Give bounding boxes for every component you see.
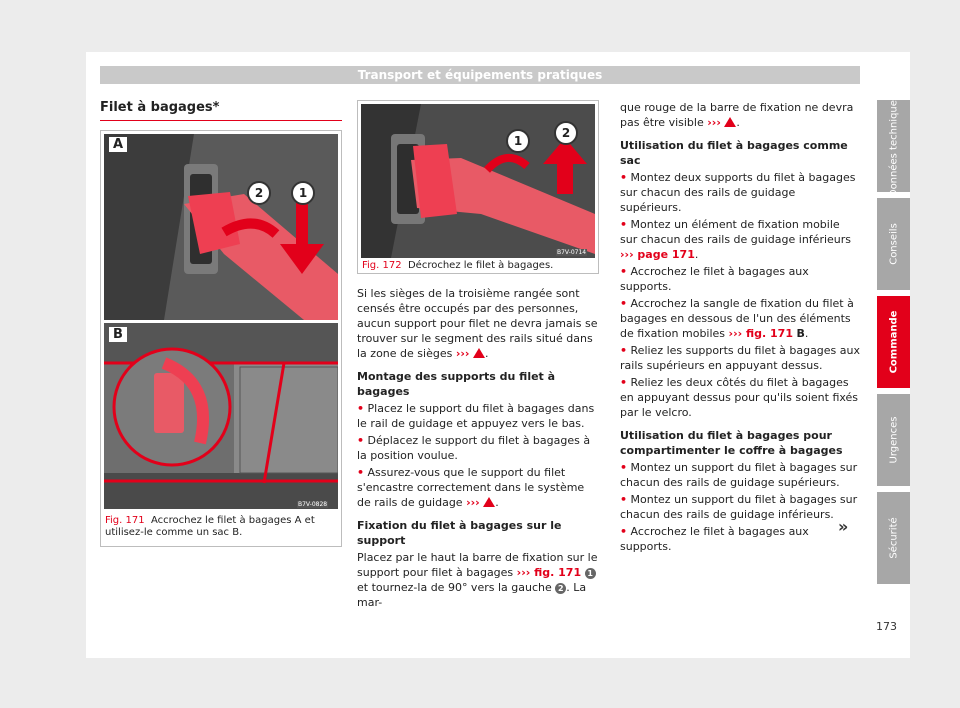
continued-ref-arrow[interactable]: ›››: [707, 116, 721, 129]
figure-171-label-a: A: [109, 137, 127, 152]
chapter-header: Transport et équipements pratiques: [100, 66, 860, 84]
figure-172-callout-2: 2: [554, 121, 578, 145]
fig-171-ref-link[interactable]: ››› fig. 171: [728, 327, 793, 340]
bullet-item: • Déplacez le support du filet à bagages à la position voulue.: [357, 434, 591, 462]
intro-ref-arrow[interactable]: ›››: [455, 347, 470, 360]
section-title: Filet à bagages*: [100, 100, 220, 115]
figure-171-photo-a: [104, 134, 338, 320]
figure-171-callout-1: 1: [291, 181, 315, 205]
callout-2-badge: 2: [555, 583, 566, 594]
fig-171-ref-link[interactable]: ››› fig. 171: [516, 566, 582, 579]
page-number: 173: [876, 620, 897, 633]
figure-171-caption-text: Accrochez le filet à bagages A et utilisez-le comme un sac B.: [105, 515, 315, 538]
figure-171-code: B7V-0828: [298, 501, 328, 508]
warning-icon: [473, 348, 485, 358]
heading-compartimenter: Utilisation du filet à bagages pour compartimenter le coffre à bagages: [620, 429, 843, 457]
bullet-item: • Assurez-vous que le support du filet s'encastre correctement dans le système de rails de guidage ››› .: [357, 466, 585, 509]
figure-171-photo-b: [104, 323, 338, 509]
continue-arrow[interactable]: »: [838, 517, 849, 536]
figure-171-caption: [105, 515, 339, 539]
figure-172: [357, 100, 599, 274]
figure-171-callout-2: 2: [247, 181, 271, 205]
intro-text: Si les sièges de la troisième rangée sont censés être occupés par des personnes, aucun support pour filet ne devra jamais se trouver sur le segment des rails situé dans la zone de sièges: [357, 287, 598, 360]
heading-montage: Montage des supports du filet à bagages: [357, 370, 556, 398]
figure-171-label-b: B: [109, 327, 127, 342]
figure-172-caption-text: Décrochez le filet à bagages.: [407, 260, 554, 271]
figure-172-caption: [362, 260, 596, 272]
figure-171-illustration-a: [104, 134, 338, 320]
bullet-item: • Accrochez le filet à bagages aux supports.: [620, 265, 809, 293]
title-rule: [100, 120, 342, 121]
bullet-item: • Reliez les deux côtés du filet à bagages en appuyant dessus pour qu'ils soient fixés par le velcro.: [620, 376, 859, 419]
tab-conseils[interactable]: Conseils: [877, 198, 910, 290]
fixation-paragraph: Placez par le haut la barre de fixation sur le support pour filet à bagages ››› fig. 171 1 et tournez-la de 90° vers la gauche 2 . La mar-: [357, 551, 598, 609]
heading-fixation: Fixation du filet à bagages sur le support: [357, 519, 562, 547]
page-171-ref-link[interactable]: ››› page 171: [620, 248, 695, 261]
figure-171-illustration-b: [104, 323, 338, 509]
bullet-item: • Montez un support du filet à bagages sur chacun des rails de guidage inférieurs.: [620, 493, 858, 521]
figure-172-number: Fig. 172: [362, 260, 402, 271]
bullet-item: • Montez un élément de fixation mobile sur chacun des rails de guidage inférieurs ››› page 171.: [620, 218, 852, 261]
middle-column: [357, 286, 601, 610]
right-column: [620, 100, 860, 556]
figure-171: [100, 130, 342, 547]
bullet-item: • Montez un support du filet à bagages sur chacun des rails de guidage supérieurs.: [620, 461, 858, 489]
heading-sac: Utilisation du filet à bagages comme sac: [620, 139, 848, 167]
bullet-item: • Montez deux supports du filet à bagages sur chacun des rails de guidage supérieurs.: [620, 171, 856, 214]
bullet-item: • Reliez les supports du filet à bagages aux rails supérieurs en appuyant dessus.: [620, 344, 861, 372]
figure-172-callout-1: 1: [506, 129, 530, 153]
bullet-item: • Accrochez la sangle de fixation du filet à bagages en dessous de l'un des éléments de fixation mobiles ››› fig. 171 B.: [620, 297, 854, 340]
warning-icon: [483, 497, 495, 507]
figure-171-number: Fig. 171: [105, 515, 145, 526]
intro-paragraph: Si les sièges de la troisième rangée sont censés être occupés par des personnes, aucun support pour filet ne devra jamais se trouver sur le segment des rails situé dans la zone de sièges ››› .: [357, 287, 598, 360]
bullet-item: • Accrochez le filet à bagages aux supports.: [620, 525, 809, 553]
continued-paragraph: que rouge de la barre de fixation ne devra pas être visible ››› .: [620, 101, 854, 129]
warning-icon: [724, 117, 736, 127]
figure-172-code: B7V-0714: [557, 249, 587, 256]
tab-donnees-techniques[interactable]: Données techniques: [877, 100, 910, 192]
bullet-item: • Placez le support du filet à bagages dans le rail de guidage et appuyez vers le bas.: [357, 402, 595, 430]
bullet-ref-arrow[interactable]: ›››: [466, 496, 480, 509]
tab-commande[interactable]: Commande: [877, 296, 910, 388]
tab-securite[interactable]: Sécurité: [877, 492, 910, 584]
tab-urgences[interactable]: Urgences: [877, 394, 910, 486]
callout-1-badge: 1: [585, 568, 596, 579]
